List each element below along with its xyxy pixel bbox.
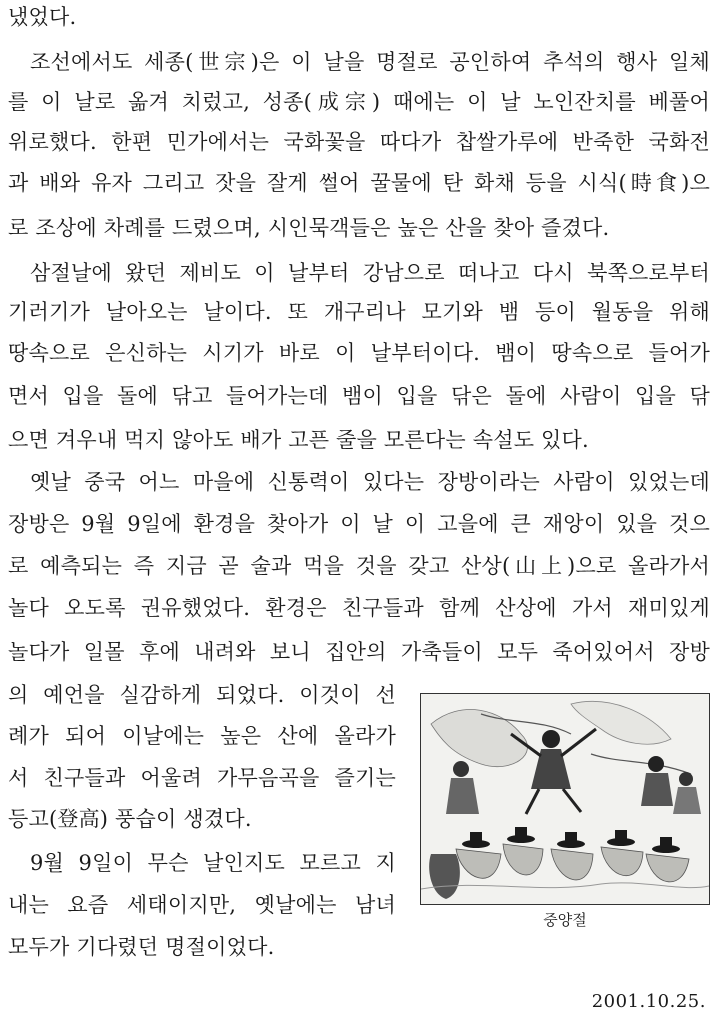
text-line: 서 친구들과 어울려 가무음곡을 즐기는 (8, 766, 396, 790)
chuseok-illustration (420, 693, 710, 905)
text-line: 내는 요즘 세태이지만, 옛날에는 남녀 (8, 893, 396, 917)
text-line: 를 이 날로 옮겨 치렀고, 성종(成宗) 때에는 이 날 노인잔치를 베풀어 (8, 90, 710, 114)
text-line: 9월 9일이 무슨 날인지도 모르고 지 (30, 851, 396, 875)
text-line: 놀다가 일몰 후에 내려와 보니 집안의 가축들이 모두 죽어있어서 장방 (8, 640, 710, 664)
text-line: 놀다 오도록 권유했었다. 환경은 친구들과 함께 산상에 가서 재미있게 (8, 596, 710, 620)
text-line: 냈었다. (8, 5, 77, 29)
text-line: 례가 되어 이날에는 높은 산에 올라가 (8, 724, 396, 748)
text-line: 조선에서도 세종(世宗)은 이 날을 명절로 공인하여 추석의 행사 일체 (30, 50, 710, 74)
figure-caption: 중양절 (543, 911, 587, 929)
text-line: 모두가 기다렸던 명절이었다. (8, 935, 275, 959)
text-line: 옛날 중국 어느 마을에 신통력이 있다는 장방이라는 사람이 있었는데 (30, 470, 710, 494)
document-date: 2001.10.25. (591, 991, 706, 1012)
text-line: 의 예언을 실감하게 되었다. 이것이 선 (8, 683, 396, 707)
text-line: 으면 겨우내 먹지 않아도 배가 고픈 줄을 모른다는 속설도 있다. (8, 428, 589, 452)
text-line: 로 조상에 차례를 드렸으며, 시인묵객들은 높은 산을 찾아 즐겼다. (8, 216, 610, 240)
text-line: 땅속으로 은신하는 시기가 바로 이 날부터이다. 뱀이 땅속으로 들어가 (8, 341, 710, 365)
ink-drawing (421, 694, 709, 904)
text-line: 기러기가 날아오는 날이다. 또 개구리나 모기와 뱀 등이 월동을 위해 (8, 300, 710, 324)
text-line: 장방은 9월 9일에 환경을 찾아가 이 날 이 고을에 큰 재앙이 있을 것으 (8, 512, 710, 536)
text-line: 등고(登高) 풍습이 생겼다. (8, 807, 252, 831)
text-line: 과 배와 유자 그리고 잣을 잘게 썰어 꿀물에 탄 화채 등을 시식(時食)으 (8, 171, 710, 195)
text-line: 면서 입을 돌에 닦고 들어가는데 뱀이 입을 닦은 돌에 사람이 입을 닦 (8, 384, 710, 408)
text-line: 로 예측되는 즉 지금 곧 술과 먹을 것을 갖고 산상(山上)으로 올라가서 (8, 554, 710, 578)
text-line: 위로했다. 한편 민가에서는 국화꽃을 따다가 찹쌀가루에 반죽한 국화전 (8, 130, 710, 154)
text-line: 삼절날에 왔던 제비도 이 날부터 강남으로 떠나고 다시 북쪽으로부터 (30, 261, 710, 285)
